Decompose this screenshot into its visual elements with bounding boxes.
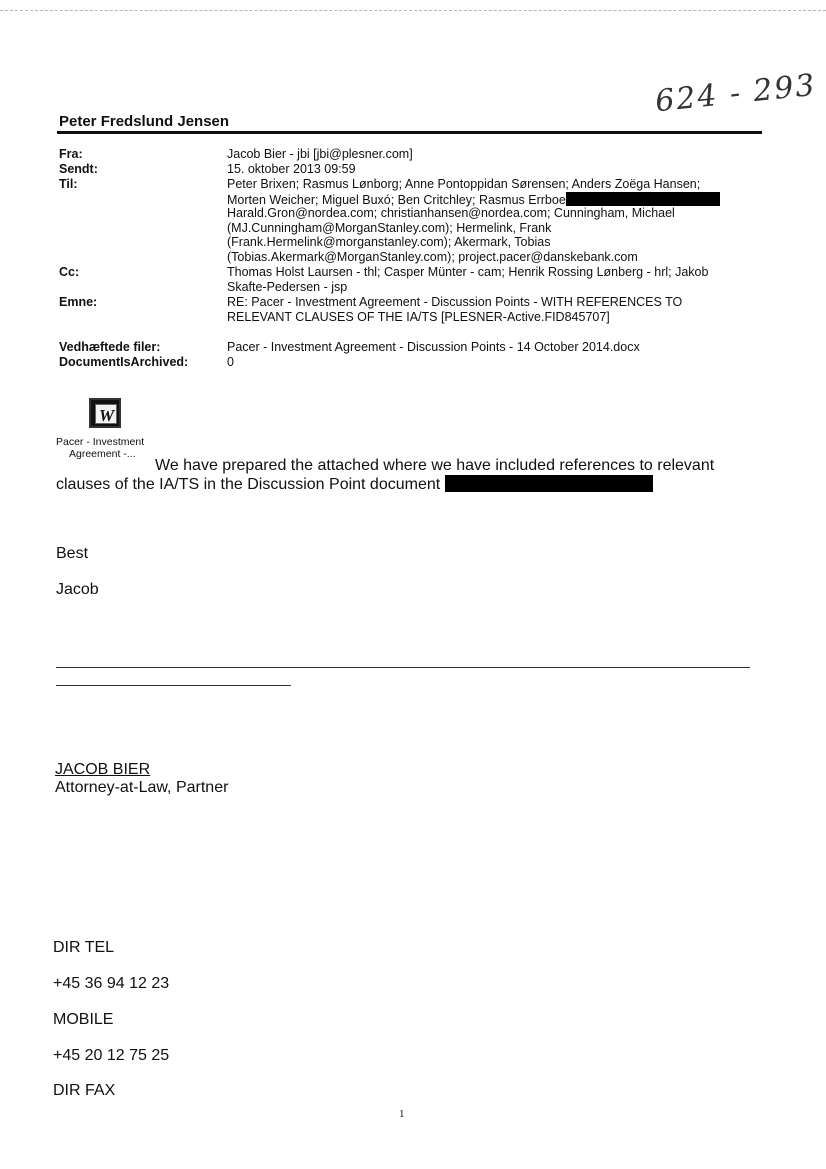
subject-label: Emne: [59,295,98,309]
cc-label: Cc: [59,265,80,279]
scan-edge-line [0,10,826,12]
page-number: 1 [399,1108,405,1120]
to-line-6: (Tobias.Akermark@MorganStanley.com); project.pacer@danskebank.com [227,250,638,264]
from-label: Fra: [59,147,83,161]
sent-label: Sendt: [59,162,98,176]
signature-title: Attorney-at-Law, Partner [55,779,229,796]
sent-value: 15. oktober 2013 09:59 [227,162,356,176]
body-line-2 [56,475,653,494]
redaction-bar [445,475,653,492]
dir-tel-value[interactable]: +45 36 94 12 23 [53,975,170,992]
body-line-2-text: clauses of the IA/TS in the Discussion Point document [56,476,441,493]
closing: Best [56,545,89,562]
signoff: Jacob [56,581,99,598]
to-line-5: (Frank.Hermelink@morganstanley.com); Akermark, Tobias [227,235,551,249]
mobile-value[interactable]: +45 20 12 75 25 [53,1047,170,1064]
signature-divider [56,667,750,668]
cc-line-2: Skafte-Pedersen - jsp [227,280,348,294]
subject-line-2: RELEVANT CLAUSES OF THE IA/TS [PLESNER-Active.FID845707] [227,310,610,324]
archived-label: DocumentIsArchived: [59,355,189,369]
cc-line-1: Thomas Holst Laursen - thl; Casper Münter - cam; Henrik Rossing Lønberg - hrl; Jakob [227,265,709,279]
to-line-3: Harald.Gron@nordea.com; christianhansen@nordea.com; Cunningham, Michael [227,206,675,220]
body-line-1: We have prepared the attached where we have included references to relevant [155,457,715,474]
redaction-bar [566,192,720,206]
handwritten-doc-number: 624 - 293 [653,67,819,120]
attachments-value[interactable]: Pacer - Investment Agreement - Discussion Points - 14 October 2014.docx [227,340,640,354]
archived-value: 0 [227,355,234,369]
to-line-1: Peter Brixen; Rasmus Lønborg; Anne Pontoppidan Sørensen; Anders Zoëga Hansen; [227,177,701,191]
sender-name: Peter Fredslund Jensen [59,113,230,130]
signature-name[interactable]: JACOB BIER [55,761,151,778]
to-label: Til: [59,177,78,191]
to-line-2-text: Morten Weicher; Miguel Buxó; Ben Critchley; Rasmus Errboe [227,193,566,207]
attachment-caption-line-2[interactable]: Agreement -... [69,448,136,460]
attachments-label: Vedhæftede filer: [59,340,161,354]
mobile-label: MOBILE [53,1011,114,1028]
dir-fax-label: DIR FAX [53,1082,116,1099]
to-line-4: (MJ.Cunningham@MorganStanley.com); Hermelink, Frank [227,221,552,235]
word-icon-page [95,404,117,424]
header-rule [57,131,762,134]
subject-line-1: RE: Pacer - Investment Agreement - Discussion Points - WITH REFERENCES TO [227,295,683,309]
signature-divider-short [56,685,291,686]
attachment-caption-line-1[interactable]: Pacer - Investment [56,436,145,448]
word-icon-glyph: W [99,406,115,425]
word-document-icon[interactable] [89,398,121,428]
from-value: Jacob Bier - jbi [jbi@plesner.com] [227,147,413,161]
dir-tel-label: DIR TEL [53,939,115,956]
